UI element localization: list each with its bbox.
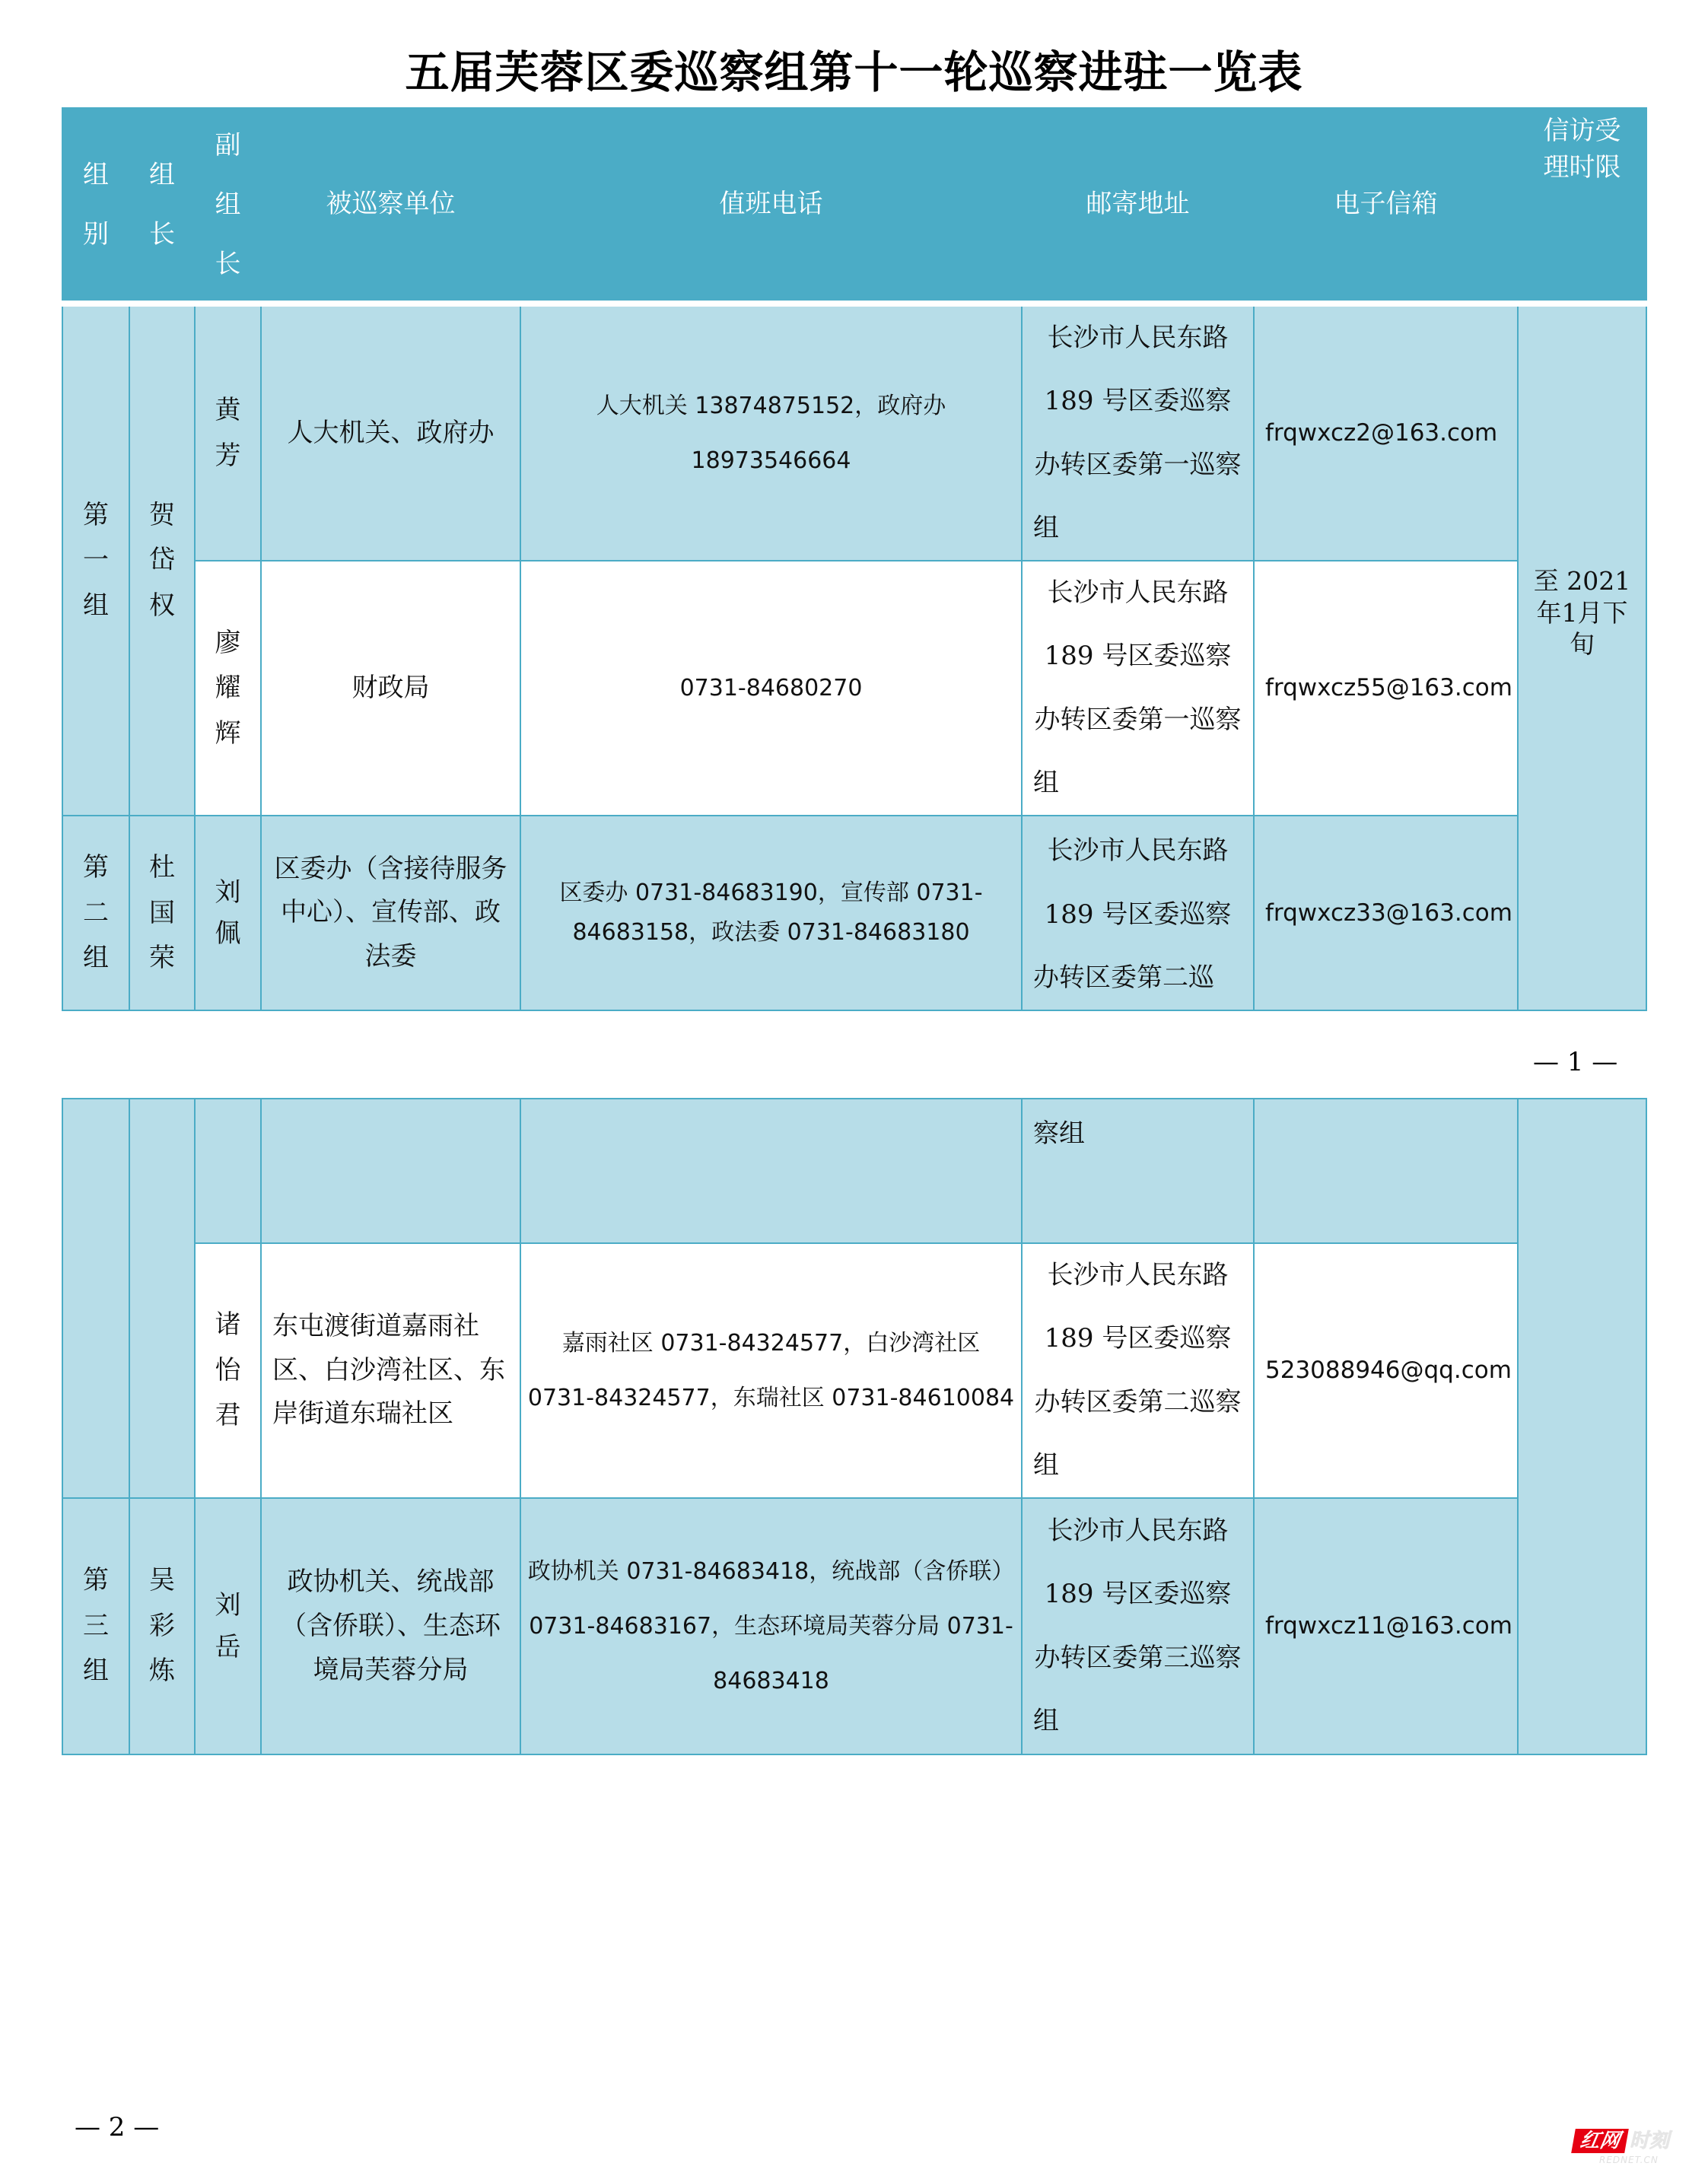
group-cell-continued	[62, 1099, 129, 1498]
table-row	[62, 1243, 1646, 1498]
group-cell: 第一组	[62, 304, 129, 816]
header-leader: 组长	[129, 108, 195, 304]
leader-cell: 杜国荣	[129, 816, 195, 1010]
phone-cell: 人大机关 13874875152，政府办 18973546664	[520, 304, 1022, 561]
group-cell: 第三组	[62, 1498, 129, 1754]
watermark-domain: REDNET.CN	[1599, 2155, 1659, 2165]
rednet-watermark-logo	[1573, 2123, 1708, 2168]
address-cell-continued: 察组	[1022, 1099, 1254, 1243]
unit-cell: 政协机关、统战部（含侨联）、生态环境局芙蓉分局	[261, 1498, 520, 1754]
header-group: 组别	[62, 108, 129, 304]
address-cell: 长沙市人民东路189 号区委巡察办转区委第二巡察组	[1022, 1243, 1254, 1498]
table-row	[62, 1498, 1646, 1754]
table-row	[62, 561, 1646, 816]
inspection-table-page-2	[62, 1098, 1647, 1755]
inspection-table-page-1	[62, 107, 1647, 1011]
unit-cell: 区委办（含接待服务中心）、宣传部、政法委	[261, 816, 520, 1010]
deputy-cell: 刘佩	[195, 816, 261, 1010]
deadline-cell: 至 2021 年1月下旬	[1518, 304, 1646, 1010]
deputy-cell: 诸怡君	[195, 1243, 261, 1498]
page-number-2: — 2 —	[75, 2112, 160, 2142]
header-phone: 值班电话	[520, 108, 1022, 304]
phone-cell: 0731-84680270	[520, 561, 1022, 816]
deputy-cell: 黄芳	[195, 304, 261, 561]
email-cell: frqwxcz55@163.com	[1254, 561, 1518, 816]
table-row	[62, 304, 1646, 561]
deadline-cell-continued	[1518, 1099, 1646, 1754]
email-cell-continued	[1254, 1099, 1518, 1243]
leader-cell: 贺岱权	[129, 304, 195, 816]
email-cell: frqwxcz11@163.com	[1254, 1498, 1518, 1754]
watermark-brand-gray: 时刻	[1630, 2130, 1670, 2152]
unit-cell: 人大机关、政府办	[261, 304, 520, 561]
unit-cell: 财政局	[261, 561, 520, 816]
address-cell: 长沙市人民东路189 号区委巡察办转区委第二巡	[1022, 816, 1254, 1010]
deputy-cell: 廖耀辉	[195, 561, 261, 816]
deputy-cell: 刘岳	[195, 1498, 261, 1754]
deputy-cell-continued	[195, 1099, 261, 1243]
address-cell: 长沙市人民东路189 号区委巡察办转区委第三巡察组	[1022, 1498, 1254, 1754]
email-cell: 523088946@qq.com	[1254, 1243, 1518, 1498]
document-title: 五届芙蓉区委巡察组第十一轮巡察进驻一览表	[405, 46, 1303, 98]
page-number-1: — 1 —	[1533, 1047, 1618, 1077]
header-email: 电子信箱	[1254, 108, 1518, 304]
leader-cell: 吴彩炼	[129, 1498, 195, 1754]
email-cell: frqwxcz33@163.com	[1254, 816, 1518, 1010]
address-cell: 长沙市人民东路189 号区委巡察办转区委第一巡察组	[1022, 304, 1254, 561]
unit-cell-continued	[261, 1099, 520, 1243]
unit-cell: 东屯渡街道嘉雨社区、白沙湾社区、东岸街道东瑞社区	[261, 1243, 520, 1498]
phone-cell-continued	[520, 1099, 1022, 1243]
table-row	[62, 1099, 1646, 1243]
header-address: 邮寄地址	[1022, 108, 1254, 304]
header-deputy: 副组长	[195, 108, 261, 304]
header-deadline: 信访受理时限	[1518, 108, 1646, 304]
phone-cell: 区委办 0731-84683190，宣传部 0731-84683158，政法委 0731-84683180	[520, 816, 1022, 1010]
group-cell: 第二组	[62, 816, 129, 1010]
phone-cell: 嘉雨社区 0731-84324577，白沙湾社区 0731-84324577，东瑞社区 0731-84610084	[520, 1243, 1022, 1498]
address-cell: 长沙市人民东路189 号区委巡察办转区委第一巡察组	[1022, 561, 1254, 816]
email-cell: frqwxcz2@163.com	[1254, 304, 1518, 561]
header-unit: 被巡察单位	[261, 108, 520, 304]
phone-cell: 政协机关 0731-84683418，统战部（含侨联）0731-84683167，生态环境局芙蓉分局 0731-84683418	[520, 1498, 1022, 1754]
watermark-brand-red: 红网	[1571, 2129, 1629, 2153]
table-row	[62, 816, 1646, 1010]
leader-cell-continued	[129, 1099, 195, 1498]
